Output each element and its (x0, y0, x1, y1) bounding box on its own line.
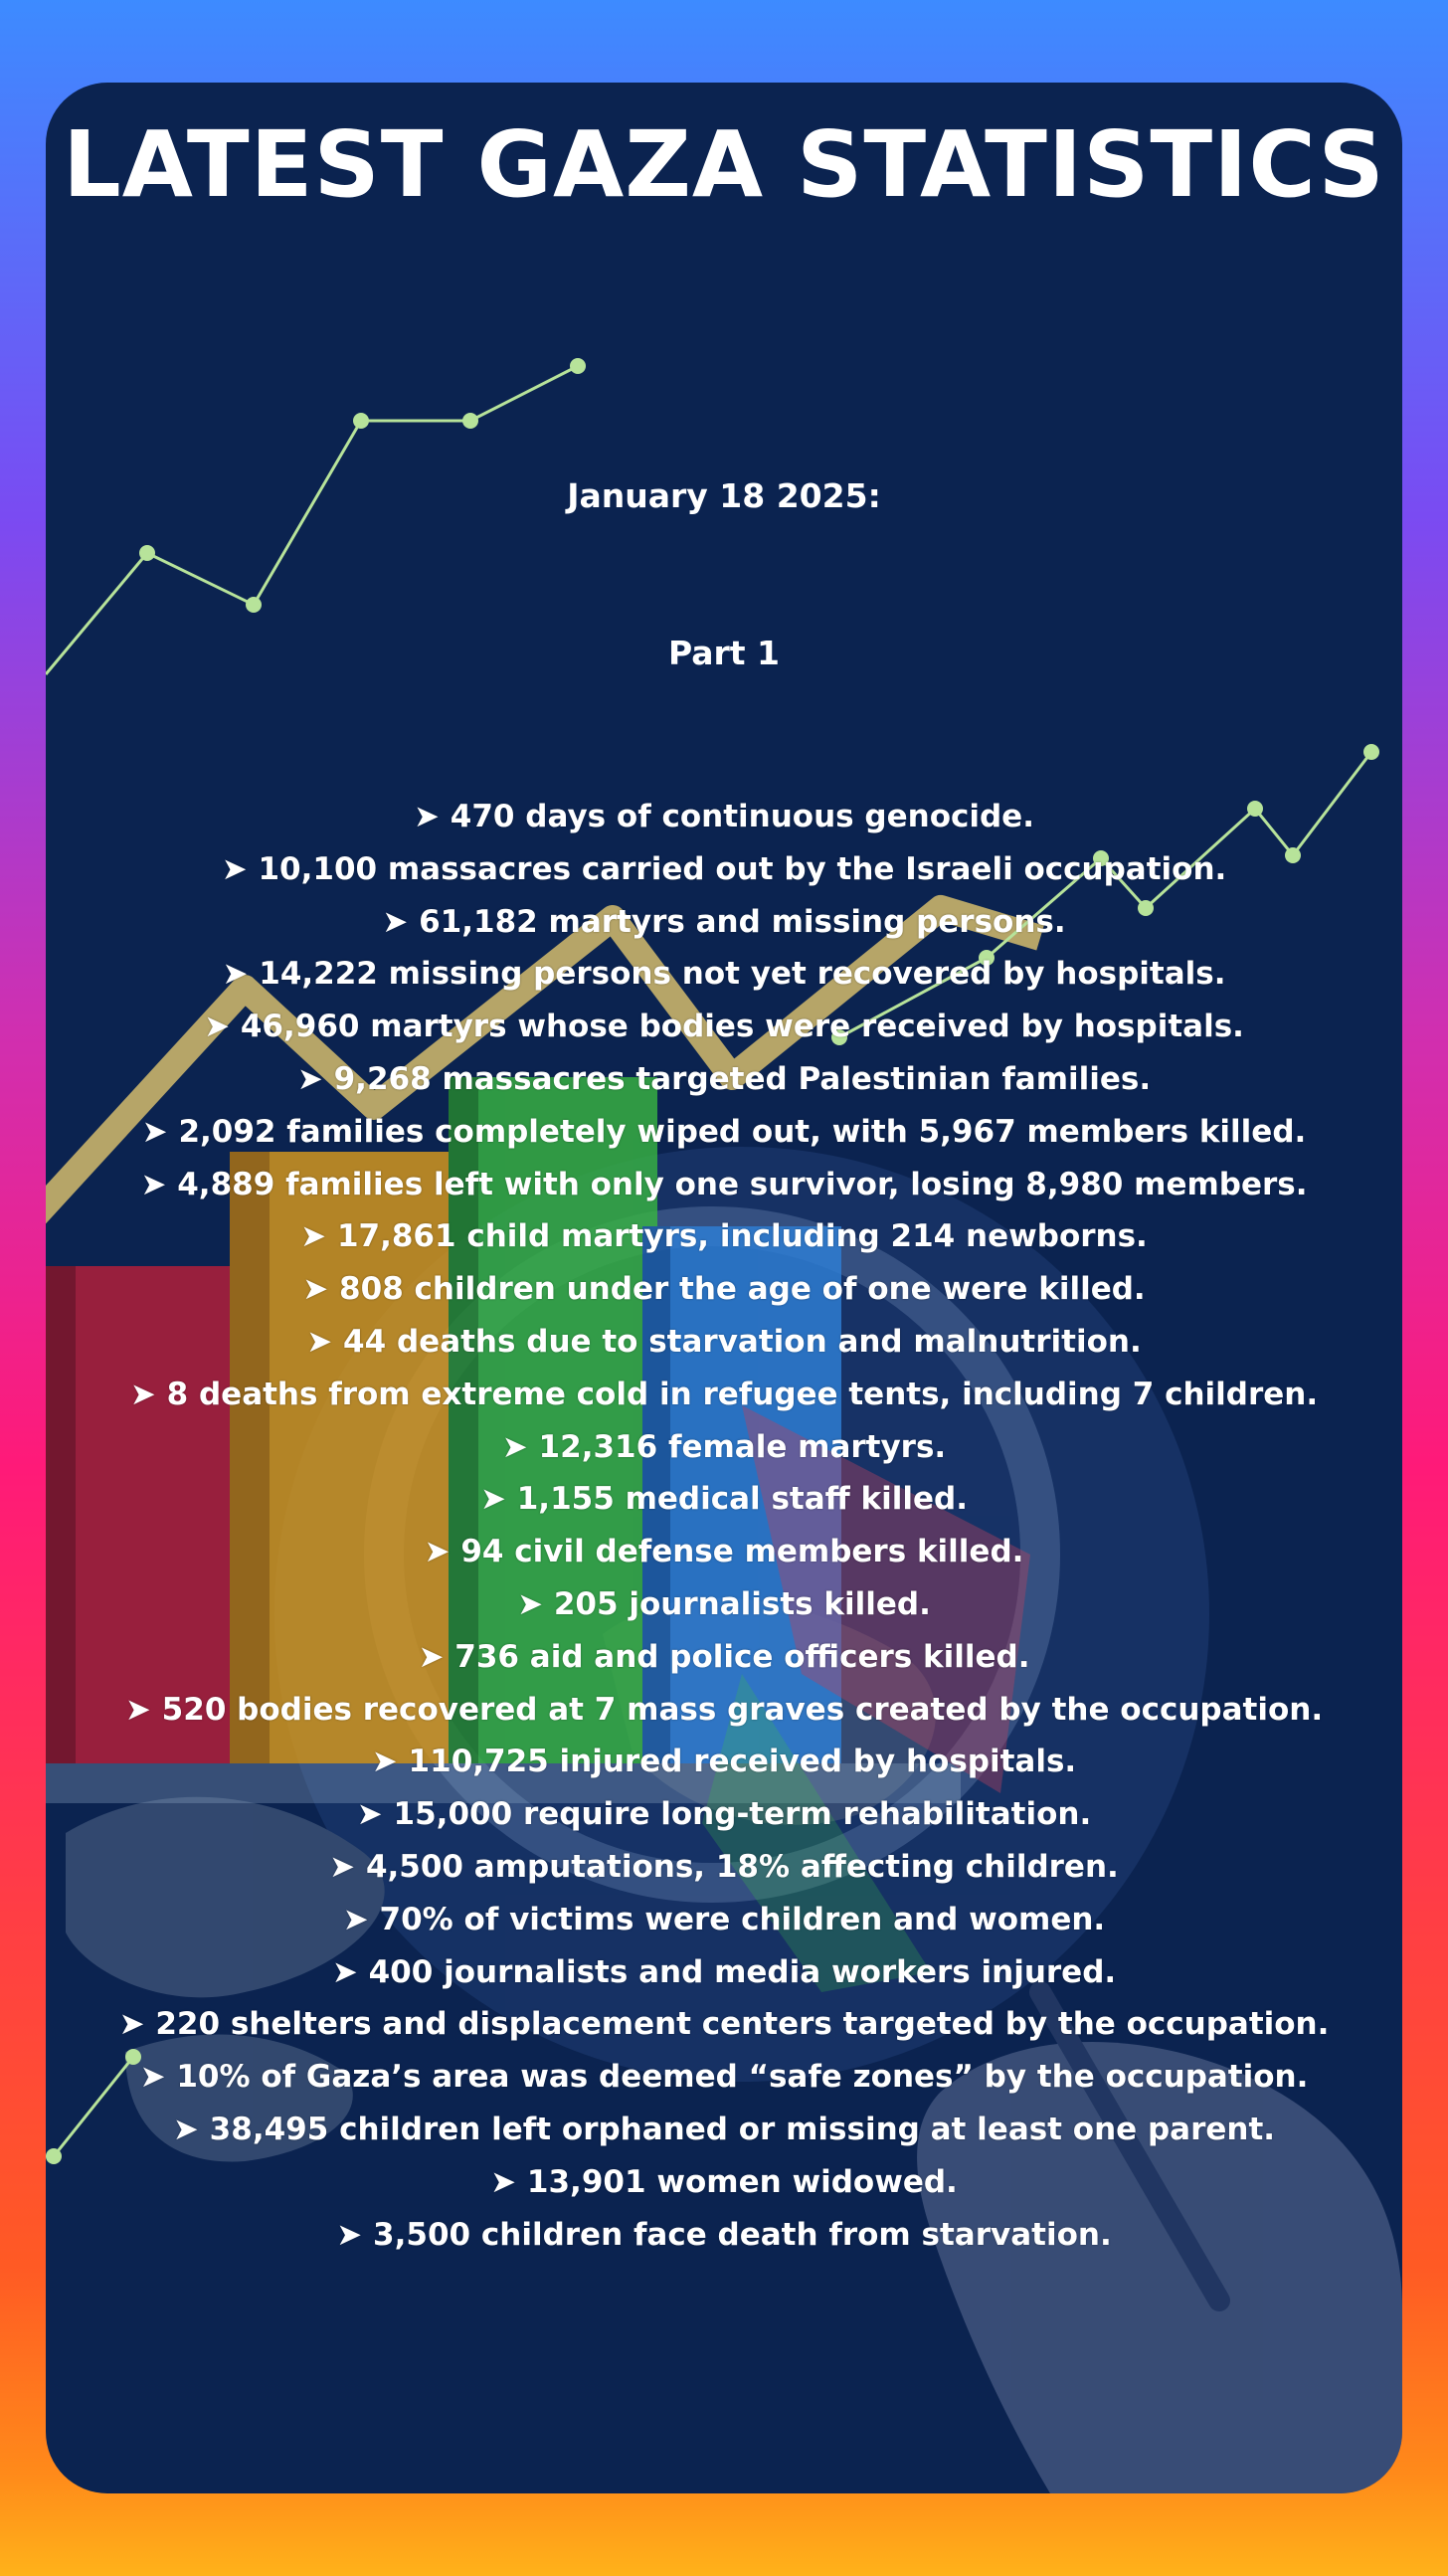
list-item: ➤ 808 children under the age of one were killed. (302, 1271, 1146, 1308)
list-item: ➤ 38,495 children left orphaned or missing at least one parent. (172, 2111, 1276, 2147)
list-item: ➤ 9,268 massacres targeted Palestinian families. (296, 1060, 1152, 1097)
list-item: ➤ 736 aid and police officers killed. (418, 1638, 1030, 1675)
line-chart-icon (46, 358, 586, 674)
list-item: ➤ 520 bodies recovered at 7 mass graves created by the occupation. (124, 1691, 1324, 1728)
list-item: ➤ 13,901 women widowed. (490, 2163, 958, 2200)
infographic-card (46, 83, 1402, 2493)
list-item: ➤ 17,861 child martyrs, including 214 newborns. (300, 1218, 1148, 1255)
list-item: ➤ 94 civil defense members killed. (424, 1534, 1024, 1570)
list-item: ➤ 400 journalists and media workers injured. (331, 1953, 1117, 1990)
list-item: ➤ 3,500 children face death from starvation. (336, 2216, 1112, 2253)
list-item: ➤ 12,316 female martyrs. (501, 1428, 947, 1465)
list-item: ➤ 205 journalists killed. (517, 1585, 931, 1622)
list-item: ➤ 8 deaths from extreme cold in refugee tents, including 7 children. (129, 1376, 1319, 1412)
list-item: ➤ 61,182 martyrs and missing persons. (382, 903, 1066, 940)
list-item: ➤ 2,092 families completely wiped out, with 5,967 members killed. (141, 1113, 1307, 1150)
list-item: ➤ 10% of Gaza’s area was deemed “safe zones” by the occupation. (139, 2059, 1309, 2096)
list-item: ➤ 110,725 injured received by hospitals. (371, 1744, 1077, 1780)
list-item: ➤ 4,500 amputations, 18% affecting children. (329, 1848, 1119, 1885)
list-item: ➤ 70% of victims were children and women. (342, 1901, 1106, 1937)
list-item: ➤ 470 days of continuous genocide. (414, 799, 1034, 834)
list-item: ➤ 1,155 medical staff killed. (479, 1481, 969, 1518)
list-item: ➤ 44 deaths due to starvation and malnutrition. (306, 1323, 1142, 1360)
list-item: ➤ 46,960 martyrs whose bodies were received by hospitals. (204, 1009, 1244, 1045)
page-title: LATEST GAZA STATISTICS (63, 111, 1385, 218)
date-heading: January 18 2025: (567, 476, 881, 515)
list-item: ➤ 220 shelters and displacement centers targeted by the occupation. (118, 2006, 1330, 2043)
list-item: ➤ 4,889 families left with only one survivor, losing 8,980 members. (140, 1166, 1308, 1202)
list-item: ➤ 10,100 massacres carried out by the Israeli occupation. (221, 850, 1227, 887)
list-item: ➤ 14,222 missing persons not yet recovered by hospitals. (222, 956, 1226, 993)
statistics-list (46, 791, 1402, 2261)
part-heading: Part 1 (667, 634, 781, 672)
list-item: ➤ 15,000 require long-term rehabilitation. (356, 1796, 1092, 1833)
